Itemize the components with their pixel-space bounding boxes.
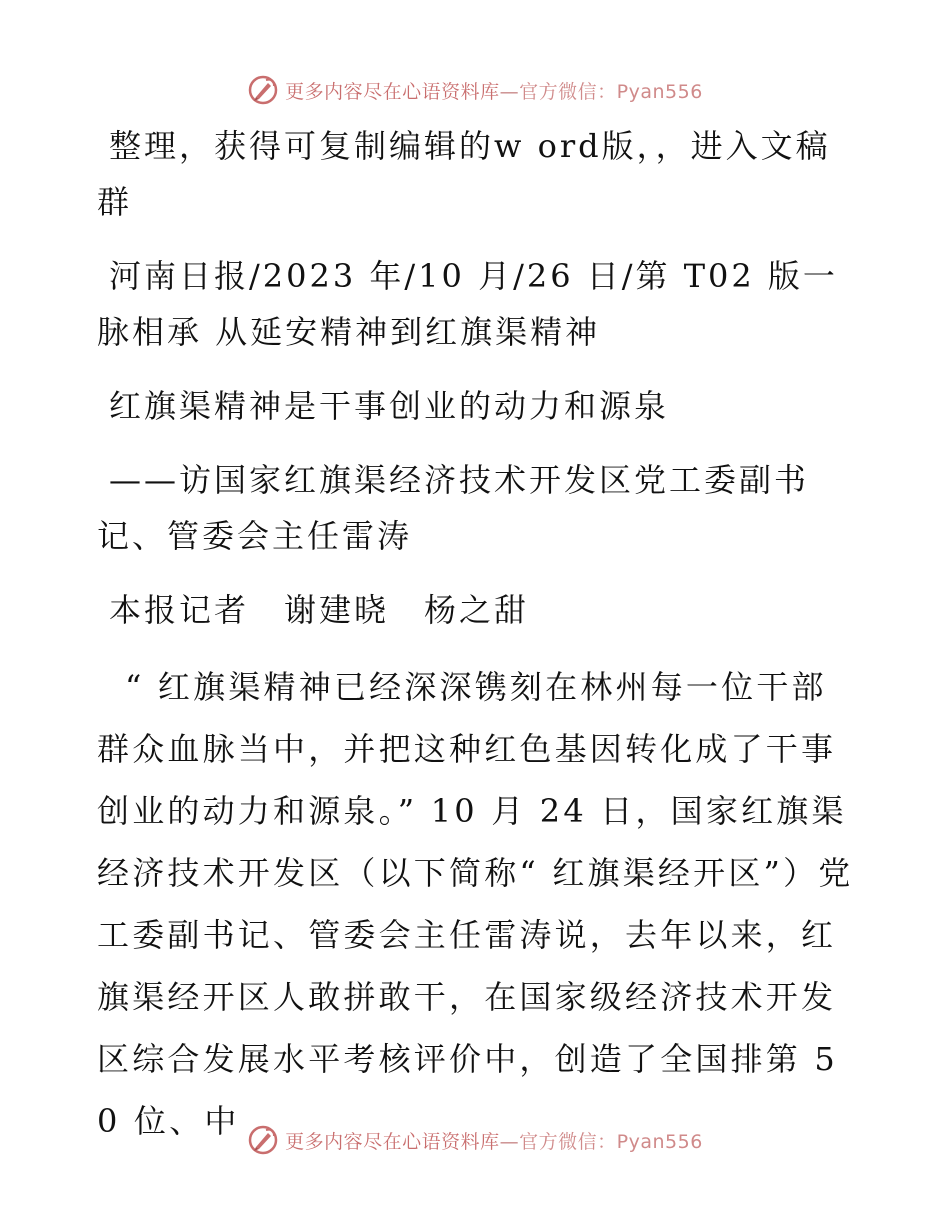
- intro-paragraph: 整理，获得可复制编辑的w ord版，，进入文稿群: [97, 127, 831, 221]
- footer-watermark-text: [285, 1127, 703, 1154]
- header-contact: 官方微信：Pyan556: [519, 80, 703, 103]
- footer-separator: —: [499, 1130, 520, 1153]
- quill-pen-logo-icon: [247, 1124, 279, 1156]
- source-line: 河南日报/2023 年/10 月/26 日/第 T02 版一脉相承 从延安精神到红旗渠精神: [97, 257, 838, 351]
- footer-brand: 更多内容尽在心语资料库: [285, 1130, 500, 1153]
- byline: 本报记者 谢建晓 杨之甜: [109, 591, 530, 629]
- headline: 红旗渠精神是干事创业的动力和源泉: [109, 387, 670, 425]
- quill-pen-logo-icon: [247, 74, 279, 106]
- header-watermark-banner: [0, 70, 950, 110]
- document-body: [97, 118, 857, 1170]
- header-separator: —: [499, 80, 520, 103]
- body-paragraph: “ 红旗渠精神已经深深镌刻在林州每一位干部群众血脉当中，并把这种红色基因转化成了干事创业的动力和源泉。” 10 月 24 日，国家红旗渠经济技术开发区（以下简称“ 红旗渠经开区”）党工委副书记、管委会主任雷涛说，去年以来，红旗渠经开区人敢拼敢干，在国家级经济技术开发区综合发展水平考核评价中，创造了全国排第 50 位、中: [97, 668, 854, 1140]
- header-brand: 更多内容尽在心语资料库: [285, 80, 500, 103]
- header-watermark-text: [285, 77, 703, 104]
- footer-watermark-banner: [0, 1120, 950, 1160]
- footer-contact: 官方微信：Pyan556: [519, 1130, 703, 1153]
- subheadline: ——访国家红旗渠经济技术开发区党工委副书记、管委会主任雷涛: [97, 461, 810, 555]
